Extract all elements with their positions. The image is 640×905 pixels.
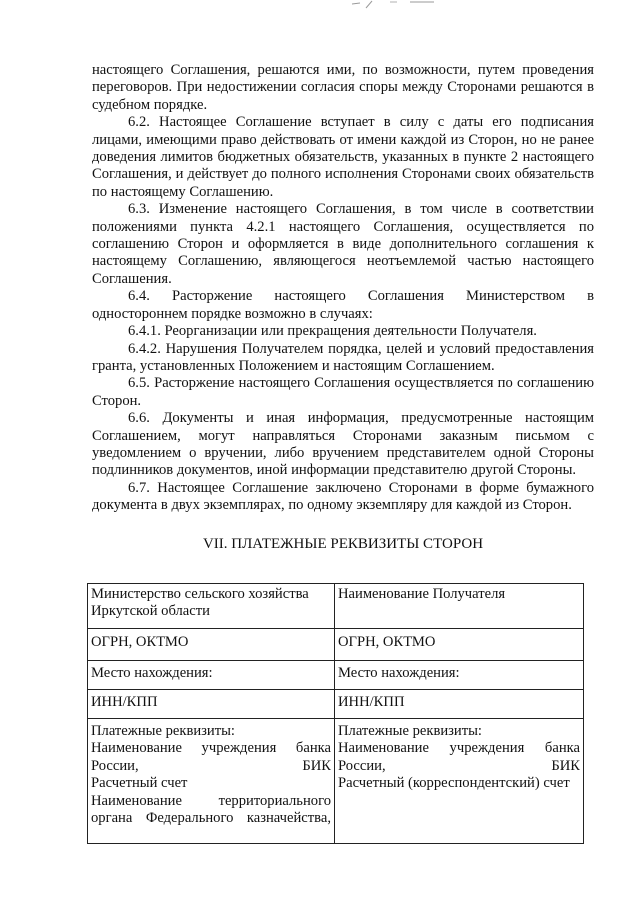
paragraph-6-1-continuation: настоящего Соглашения, решаются ими, по возможности, путем проведения переговоров. При недостижении согласия споры между Сторонами решаются в судебном порядке.	[92, 62, 594, 113]
table-row	[88, 584, 584, 629]
recipient-bank-name: Наименование учреждения банка России, БИК	[338, 740, 580, 774]
table-row	[88, 629, 584, 661]
table-row	[88, 661, 584, 690]
recipient-bank-header: Платежные реквизиты:	[338, 723, 482, 739]
table-row	[88, 690, 584, 719]
section-title: VII. ПЛАТЕЖНЫЕ РЕКВИЗИТЫ СТОРОН	[202, 535, 484, 552]
recipient-account: Расчетный (корреспондентский) счет	[338, 775, 570, 792]
ministry-inn-cell: ИНН/КПП	[88, 690, 335, 719]
recipient-bank-details-cell	[335, 719, 584, 844]
ministry-ogrn-cell: ОГРН, ОКТМО	[88, 629, 335, 661]
recipient-inn-cell: ИНН/КПП	[335, 690, 584, 719]
agreement-page-body	[92, 62, 594, 554]
payment-details-table	[87, 583, 584, 844]
ministry-bank-name: Наименование учреждения банка России, БИК	[91, 740, 331, 774]
recipient-ogrn-cell: ОГРН, ОКТМО	[335, 629, 584, 661]
paragraph-6-4: 6.4. Расторжение настоящего Соглашения Министерством в одностороннем порядке возможно в случаях:	[92, 288, 594, 322]
table-row	[88, 719, 584, 844]
paragraph-6-6: 6.6. Документы и иная информация, предусмотренные настоящим Соглашением, могут направляться Сторонами заказным письмом с уведомлением о вручении, либо вручением представителем одной Стороны подлинников документов, иной информации представителю другой Стороны.	[92, 410, 594, 479]
paragraph-6-5: 6.5. Расторжение настоящего Соглашения осуществляется по соглашению Сторон.	[92, 375, 594, 409]
scan-artifact-marks	[350, 0, 440, 10]
paragraph-6-7: 6.7. Настоящее Соглашение заключено Сторонами в форме бумажного документа в двух экземплярах, по одному экземпляру для каждой из Сторон.	[92, 479, 594, 514]
ministry-account: Расчетный счет	[91, 775, 188, 792]
paragraph-6-3: 6.3. Изменение настоящего Соглашения, в том числе в соответствии положениями пункта 4.2.1 настоящего Соглашения, осуществляется по соглашению Сторон и оформляется в виде дополнительного соглашения к настоящему Соглашению, являющегося неотъемлемой частью настоящего Соглашения.	[92, 201, 594, 287]
paragraph-6-2: 6.2. Настоящее Соглашение вступает в силу с даты его подписания лицами, имеющими право действовать от имени каждой из Сторон, но не ранее доведения лимитов бюджетных обязательств, указанных в пункте 2 настоящего Соглашения, и действует до полного исполнения Сторонами своих обязательств по настоящему Соглашению.	[92, 114, 594, 200]
paragraph-6-4-2: 6.4.2. Нарушения Получателем порядка, целей и условий предоставления гранта, установленных Положением и настоящим Соглашением.	[92, 340, 594, 374]
ministry-location-cell: Место нахождения:	[88, 661, 335, 690]
paragraph-6-4-1: 6.4.1. Реорганизации или прекращения деятельности Получателя.	[128, 323, 537, 340]
ministry-bank-details-cell	[88, 719, 335, 844]
ministry-treasury: Наименование территориального органа Федерального казначейства,	[91, 792, 331, 827]
recipient-location-cell: Место нахождения:	[335, 661, 584, 690]
ministry-name-cell: Министерство сельского хозяйства Иркутской области	[88, 584, 335, 629]
ministry-bank-header: Платежные реквизиты:	[91, 723, 235, 739]
recipient-name-cell: Наименование Получателя	[335, 584, 584, 629]
